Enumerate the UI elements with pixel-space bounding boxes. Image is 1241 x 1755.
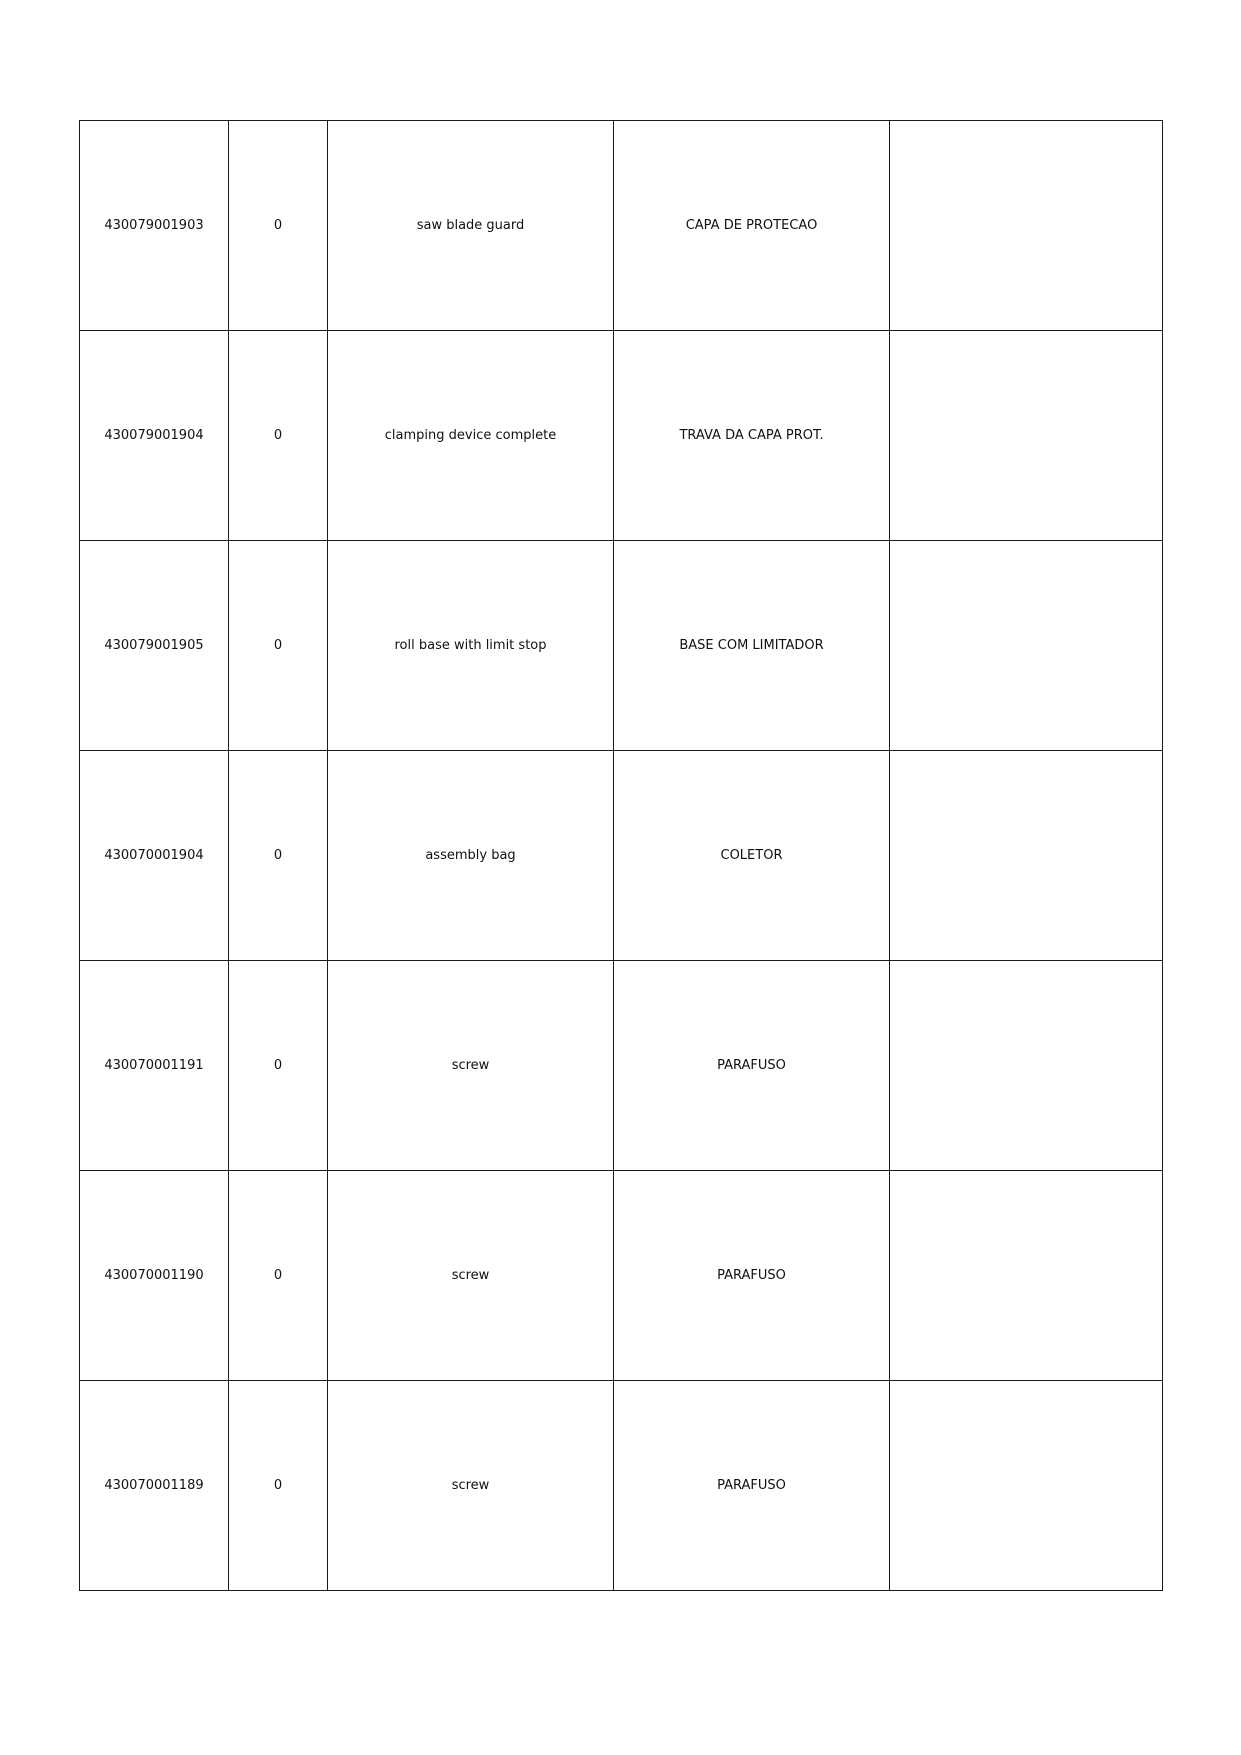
- notes-cell: [890, 541, 1163, 751]
- quantity-cell: 0: [229, 121, 328, 331]
- part-number-cell: 430070001191: [80, 961, 229, 1171]
- quantity-cell: 0: [229, 961, 328, 1171]
- quantity-cell: 0: [229, 751, 328, 961]
- table-row: [80, 121, 1163, 331]
- table-row: [80, 961, 1163, 1171]
- quantity-cell: 0: [229, 1381, 328, 1591]
- quantity-cell: 0: [229, 331, 328, 541]
- part-number-cell: 430079001903: [80, 121, 229, 331]
- quantity-cell: 0: [229, 541, 328, 751]
- part-number-cell: 430070001190: [80, 1171, 229, 1381]
- part-number-cell: 430070001189: [80, 1381, 229, 1591]
- description-pt-cell: PARAFUSO: [614, 1381, 890, 1591]
- part-number-cell: 430079001905: [80, 541, 229, 751]
- notes-cell: [890, 331, 1163, 541]
- description-pt-cell: BASE COM LIMITADOR: [614, 541, 890, 751]
- part-number-cell: 430079001904: [80, 331, 229, 541]
- description-pt-cell: PARAFUSO: [614, 1171, 890, 1381]
- description-en-cell: screw: [328, 1381, 614, 1591]
- description-en-cell: screw: [328, 1171, 614, 1381]
- table-row: [80, 1171, 1163, 1381]
- description-pt-cell: TRAVA DA CAPA PROT.: [614, 331, 890, 541]
- parts-table: [79, 120, 1163, 1591]
- description-en-cell: assembly bag: [328, 751, 614, 961]
- description-pt-cell: PARAFUSO: [614, 961, 890, 1171]
- description-en-cell: saw blade guard: [328, 121, 614, 331]
- description-pt-cell: COLETOR: [614, 751, 890, 961]
- description-pt-cell: CAPA DE PROTECAO: [614, 121, 890, 331]
- description-en-cell: roll base with limit stop: [328, 541, 614, 751]
- part-number-cell: 430070001904: [80, 751, 229, 961]
- table-row: [80, 331, 1163, 541]
- description-en-cell: clamping device complete: [328, 331, 614, 541]
- table-row: [80, 541, 1163, 751]
- notes-cell: [890, 121, 1163, 331]
- notes-cell: [890, 1381, 1163, 1591]
- table-row: [80, 1381, 1163, 1591]
- notes-cell: [890, 961, 1163, 1171]
- description-en-cell: screw: [328, 961, 614, 1171]
- notes-cell: [890, 1171, 1163, 1381]
- table-row: [80, 751, 1163, 961]
- quantity-cell: 0: [229, 1171, 328, 1381]
- notes-cell: [890, 751, 1163, 961]
